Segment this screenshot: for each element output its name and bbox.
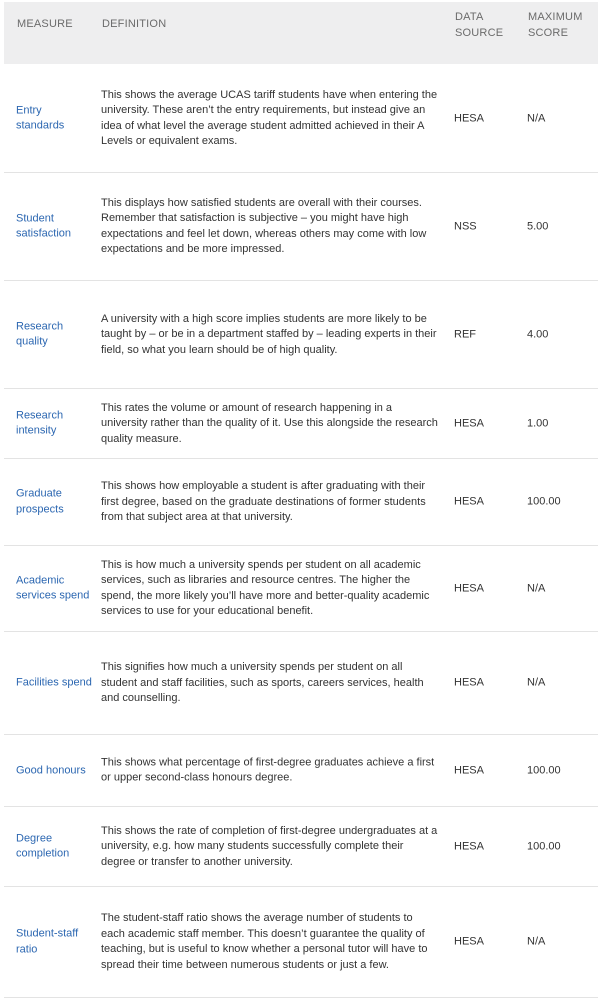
table-row — [4, 389, 598, 459]
measure-link[interactable]: Student-staff ratio — [16, 927, 79, 955]
header-maximum-score: MAXIMUM SCORE — [528, 11, 583, 39]
table-row — [4, 281, 598, 389]
data-source: HESA — [454, 495, 484, 508]
table-header — [4, 2, 598, 64]
maximum-score: N/A — [527, 581, 546, 594]
table-row — [4, 807, 598, 887]
definition-text: This shows how employable a student is after graduating with their first degree, based on the graduate destinations of former students from that subject area at that university. — [101, 479, 426, 523]
measure-link[interactable]: Student satisfaction — [16, 212, 72, 240]
measure-link[interactable]: Facilities spend — [16, 676, 92, 689]
header-measure: MEASURE — [17, 18, 73, 30]
data-source: HESA — [454, 935, 484, 948]
maximum-score: N/A — [527, 111, 546, 124]
data-source: HESA — [454, 839, 484, 852]
data-source: REF — [454, 327, 476, 340]
table-row — [4, 65, 598, 173]
measure-link[interactable]: Graduate prospects — [16, 487, 64, 515]
definition-text: This rates the volume or amount of research happening in a university rather than the quality of it. Use this alongside the research quality measure. — [101, 401, 438, 445]
maximum-score: 4.00 — [527, 327, 549, 340]
measure-link[interactable]: Academic services spend — [16, 574, 90, 602]
data-source: HESA — [454, 763, 484, 776]
maximum-score: 100.00 — [527, 763, 561, 776]
measure-link[interactable]: Good honours — [16, 763, 86, 776]
definition-text: The student-staff ratio shows the average number of students to each academic staff member. This doesn’t guarantee the quality of teaching, but is useful to know whether a personal tutor will have to spread their time between numerous students or just a few. — [101, 912, 428, 971]
table-row — [4, 887, 598, 998]
data-source: NSS — [454, 219, 477, 232]
data-source: HESA — [454, 416, 484, 429]
maximum-score: N/A — [527, 676, 546, 689]
definition-text: This is how much a university spends per student on all academic services, such as libraries and resource centres. The higher the spend, the more likely you’ll have more and better-quality academic services to use for your educational benefit. — [101, 558, 430, 617]
definition-text: This shows what percentage of first-degree graduates achieve a first or upper second-class honours degree. — [101, 756, 435, 784]
measure-link[interactable]: Entry standards — [16, 104, 65, 132]
table-row — [4, 173, 598, 281]
data-source: HESA — [454, 676, 484, 689]
table-row — [4, 632, 598, 735]
header-definition: DEFINITION — [102, 18, 167, 30]
maximum-score: 100.00 — [527, 839, 561, 852]
measure-link[interactable]: Research quality — [16, 320, 64, 348]
header-data-source: DATA SOURCE — [455, 11, 504, 39]
definition-text: This shows the average UCAS tariff students have when entering the university. These aren’t the entry requirements, but instead give an idea of what level the average student admitted achieved in their A Levels or equivalent exams. — [101, 88, 438, 147]
maximum-score: N/A — [527, 935, 546, 948]
definition-text: A university with a high score implies students are more likely to be taught by – or be in a department staffed by – leading experts in their field, so what you learn should be of high quality. — [101, 312, 437, 356]
maximum-score: 5.00 — [527, 219, 549, 232]
definition-text: This shows the rate of completion of first-degree undergraduates at a university, e.g. how many students successfully complete their degree or transfer to another university. — [101, 824, 438, 868]
table-row — [4, 459, 598, 546]
measure-link[interactable]: Research intensity — [16, 409, 64, 437]
measure-link[interactable]: Degree completion — [16, 832, 70, 860]
data-source: HESA — [454, 111, 484, 124]
definition-text: This signifies how much a university spends per student on all student and staff facilities, such as sports, careers services, health and counselling. — [101, 660, 424, 704]
maximum-score: 100.00 — [527, 495, 561, 508]
table-row — [4, 735, 598, 807]
definition-text: This displays how satisfied students are overall with their courses. Remember that satisfaction is subjective – you might have high expectations and feel let down, whereas others may come with low expectations and be more impressed. — [101, 196, 427, 255]
maximum-score: 1.00 — [527, 416, 549, 429]
data-source: HESA — [454, 581, 484, 594]
table-row — [4, 546, 598, 632]
